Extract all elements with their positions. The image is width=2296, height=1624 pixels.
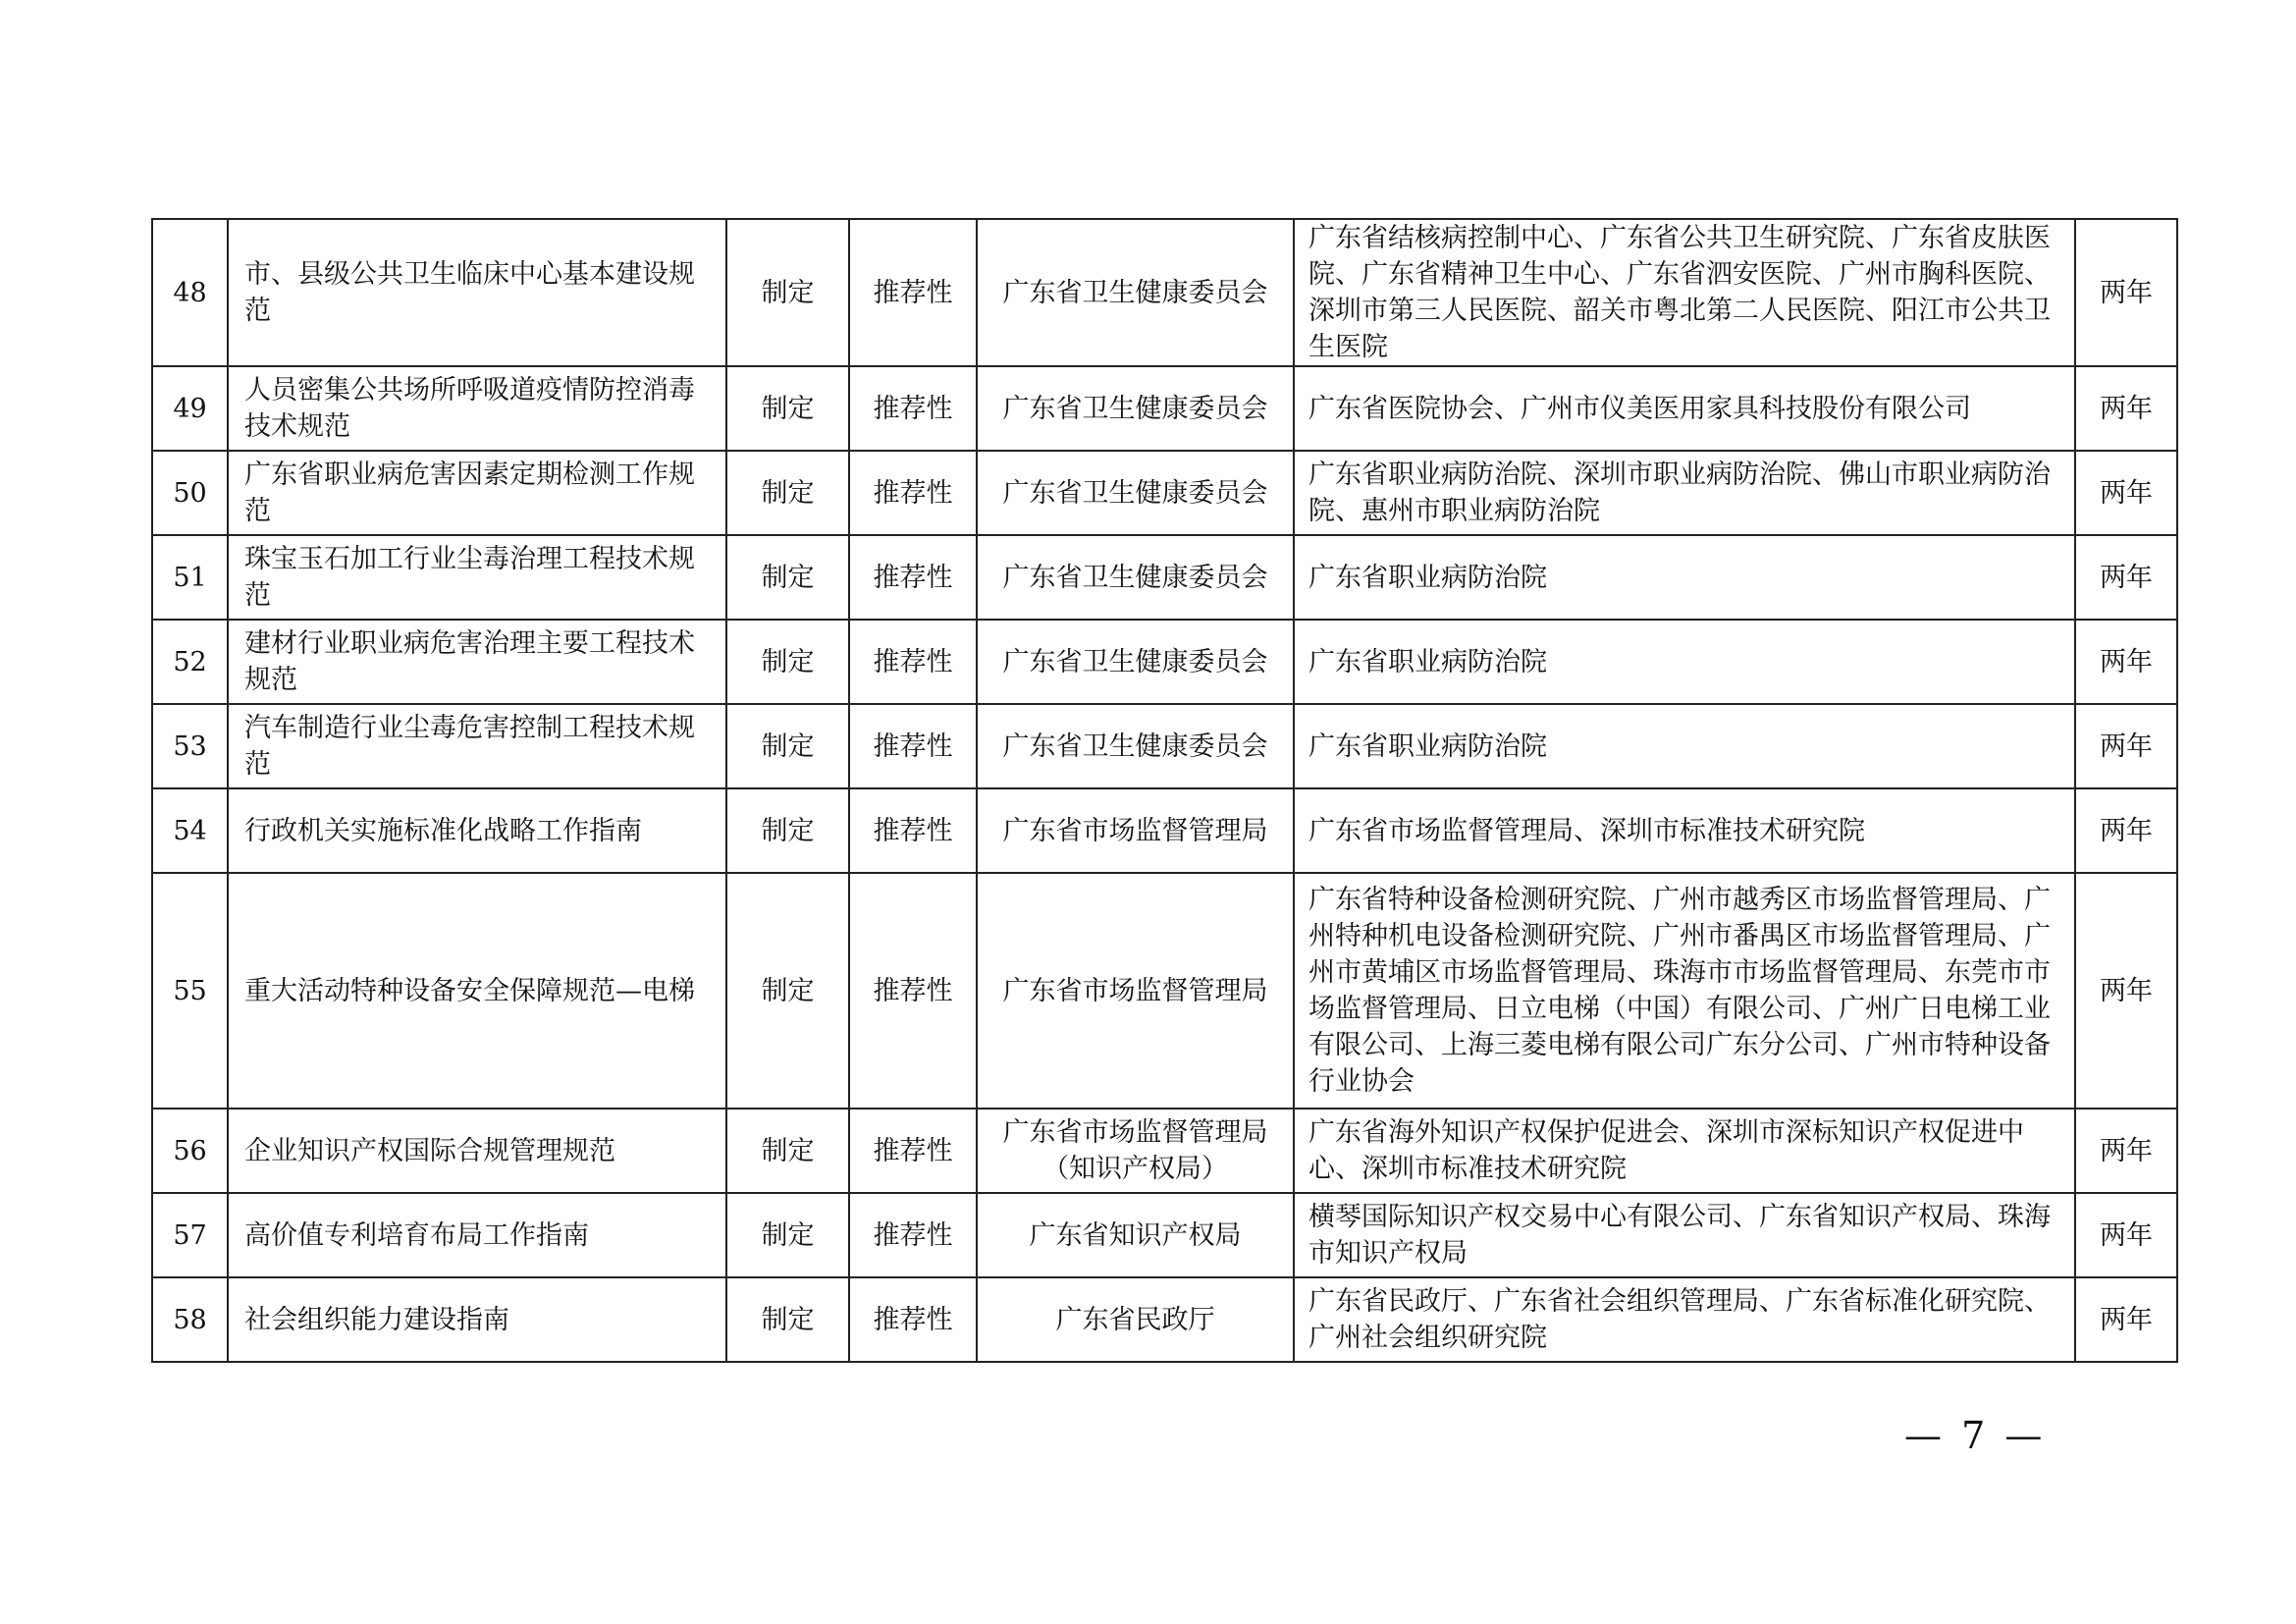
standard-nature: 推荐性 [849,535,977,620]
standard-nature: 推荐性 [849,1193,977,1277]
department-name: 广东省卫生健康委员会 [1002,393,1268,424]
row-number: 56 [152,1109,228,1193]
department-name: 广东省市场监督管理局 [1002,975,1268,1006]
standard-name: 企业知识产权国际合规管理规范 [228,1109,726,1193]
standard-name: 珠宝玉石加工行业尘毒治理工程技术规范 [228,535,726,620]
drafting-units: 广东省职业病防治院 [1294,704,2075,788]
standard-name: 汽车制造行业尘毒危害控制工程技术规范 [228,704,726,788]
row-number: 52 [152,620,228,704]
completion-period: 两年 [2075,620,2177,704]
competent-department [977,535,1294,620]
completion-period: 两年 [2075,219,2177,366]
project-type: 制定 [726,366,849,451]
standard-nature: 推荐性 [849,873,977,1109]
row-number: 54 [152,788,228,873]
page-number: — 7 — [1904,1414,2047,1457]
competent-department [977,451,1294,535]
row-number: 51 [152,535,228,620]
drafting-units: 广东省市场监督管理局、深圳市标准技术研究院 [1294,788,2075,873]
completion-period: 两年 [2075,873,2177,1109]
project-type: 制定 [726,1277,849,1362]
standards-plan-table [151,218,2178,1363]
project-type: 制定 [726,704,849,788]
row-number: 53 [152,704,228,788]
department-name: 广东省民政厅 [1055,1304,1215,1335]
standard-nature: 推荐性 [849,219,977,366]
drafting-units: 广东省医院协会、广州市仪美医用家具科技股份有限公司 [1294,366,2075,451]
project-type: 制定 [726,1193,849,1277]
department-name: 广东省卫生健康委员会 [1002,646,1268,677]
project-type: 制定 [726,788,849,873]
competent-department [977,219,1294,366]
standard-name: 建材行业职业病危害治理主要工程技术规范 [228,620,726,704]
competent-department [977,1193,1294,1277]
completion-period: 两年 [2075,1277,2177,1362]
department-name: 广东省卫生健康委员会 [1002,477,1268,509]
department-name: 广东省卫生健康委员会 [1002,277,1268,308]
completion-period: 两年 [2075,366,2177,451]
drafting-units: 广东省海外知识产权保护促进会、深圳市深标知识产权促进中心、深圳市标准技术研究院 [1294,1109,2075,1193]
row-number: 58 [152,1277,228,1362]
department-name: 广东省知识产权局 [1029,1219,1242,1251]
standard-nature: 推荐性 [849,451,977,535]
department-name: 广东省卫生健康委员会 [1002,731,1268,762]
drafting-units: 广东省职业病防治院、深圳市职业病防治院、佛山市职业病防治院、惠州市职业病防治院 [1294,451,2075,535]
table-row [152,704,2177,788]
completion-period: 两年 [2075,451,2177,535]
completion-period: 两年 [2075,788,2177,873]
project-type: 制定 [726,451,849,535]
drafting-units: 横琴国际知识产权交易中心有限公司、广东省知识产权局、珠海市知识产权局 [1294,1193,2075,1277]
department-name: 广东省市场监督管理局 [1002,815,1268,846]
competent-department [977,1109,1294,1193]
row-number: 50 [152,451,228,535]
standard-nature: 推荐性 [849,366,977,451]
table-row [152,1109,2177,1193]
standard-nature: 推荐性 [849,704,977,788]
drafting-units: 广东省特种设备检测研究院、广州市越秀区市场监督管理局、广州特种机电设备检测研究院、广州市番禺区市场监督管理局、广州市黄埔区市场监督管理局、珠海市市场监督管理局、东莞市市场监督管理局、日立电梯（中国）有限公司、广州广日电梯工业有限公司、上海三菱电梯有限公司广东分公司、广州市特种设备行业协会 [1294,873,2075,1109]
standard-nature: 推荐性 [849,1277,977,1362]
standard-nature: 推荐性 [849,788,977,873]
competent-department [977,366,1294,451]
standard-nature: 推荐性 [849,1109,977,1193]
row-number: 49 [152,366,228,451]
project-type: 制定 [726,1109,849,1193]
standard-name: 重大活动特种设备安全保障规范—电梯 [228,873,726,1109]
standard-name: 广东省职业病危害因素定期检测工作规范 [228,451,726,535]
project-type: 制定 [726,620,849,704]
drafting-units: 广东省民政厅、广东省社会组织管理局、广东省标准化研究院、广州社会组织研究院 [1294,1277,2075,1362]
table-row [152,788,2177,873]
drafting-units: 广东省职业病防治院 [1294,535,2075,620]
table-row [152,366,2177,451]
standard-nature: 推荐性 [849,620,977,704]
competent-department [977,620,1294,704]
department-name: 广东省卫生健康委员会 [1002,562,1268,593]
table-row [152,1193,2177,1277]
table-row [152,451,2177,535]
row-number: 55 [152,873,228,1109]
standard-name: 行政机关实施标准化战略工作指南 [228,788,726,873]
row-number: 57 [152,1193,228,1277]
standard-name: 社会组织能力建设指南 [228,1277,726,1362]
table-body [152,219,2177,1362]
table-row [152,535,2177,620]
competent-department [977,1277,1294,1362]
table-row [152,219,2177,366]
project-type: 制定 [726,535,849,620]
table-row [152,1277,2177,1362]
standard-name: 市、县级公共卫生临床中心基本建设规范 [228,219,726,366]
competent-department [977,873,1294,1109]
project-type: 制定 [726,873,849,1109]
table-row [152,873,2177,1109]
competent-department [977,788,1294,873]
completion-period: 两年 [2075,535,2177,620]
competent-department [977,704,1294,788]
standard-name: 高价值专利培育布局工作指南 [228,1193,726,1277]
standard-name: 人员密集公共场所呼吸道疫情防控消毒技术规范 [228,366,726,451]
row-number: 48 [152,219,228,366]
department-name: 广东省市场监督管理局 [1002,1117,1268,1148]
completion-period: 两年 [2075,704,2177,788]
drafting-units: 广东省职业病防治院 [1294,620,2075,704]
drafting-units: 广东省结核病控制中心、广东省公共卫生研究院、广东省皮肤医院、广东省精神卫生中心、广东省泗安医院、广州市胸科医院、深圳市第三人民医院、韶关市粤北第二人民医院、阳江市公共卫生医院 [1294,219,2075,366]
project-type: 制定 [726,219,849,366]
completion-period: 两年 [2075,1109,2177,1193]
completion-period: 两年 [2075,1193,2177,1277]
department-subname: （知识产权局） [1042,1154,1228,1184]
table-row [152,620,2177,704]
